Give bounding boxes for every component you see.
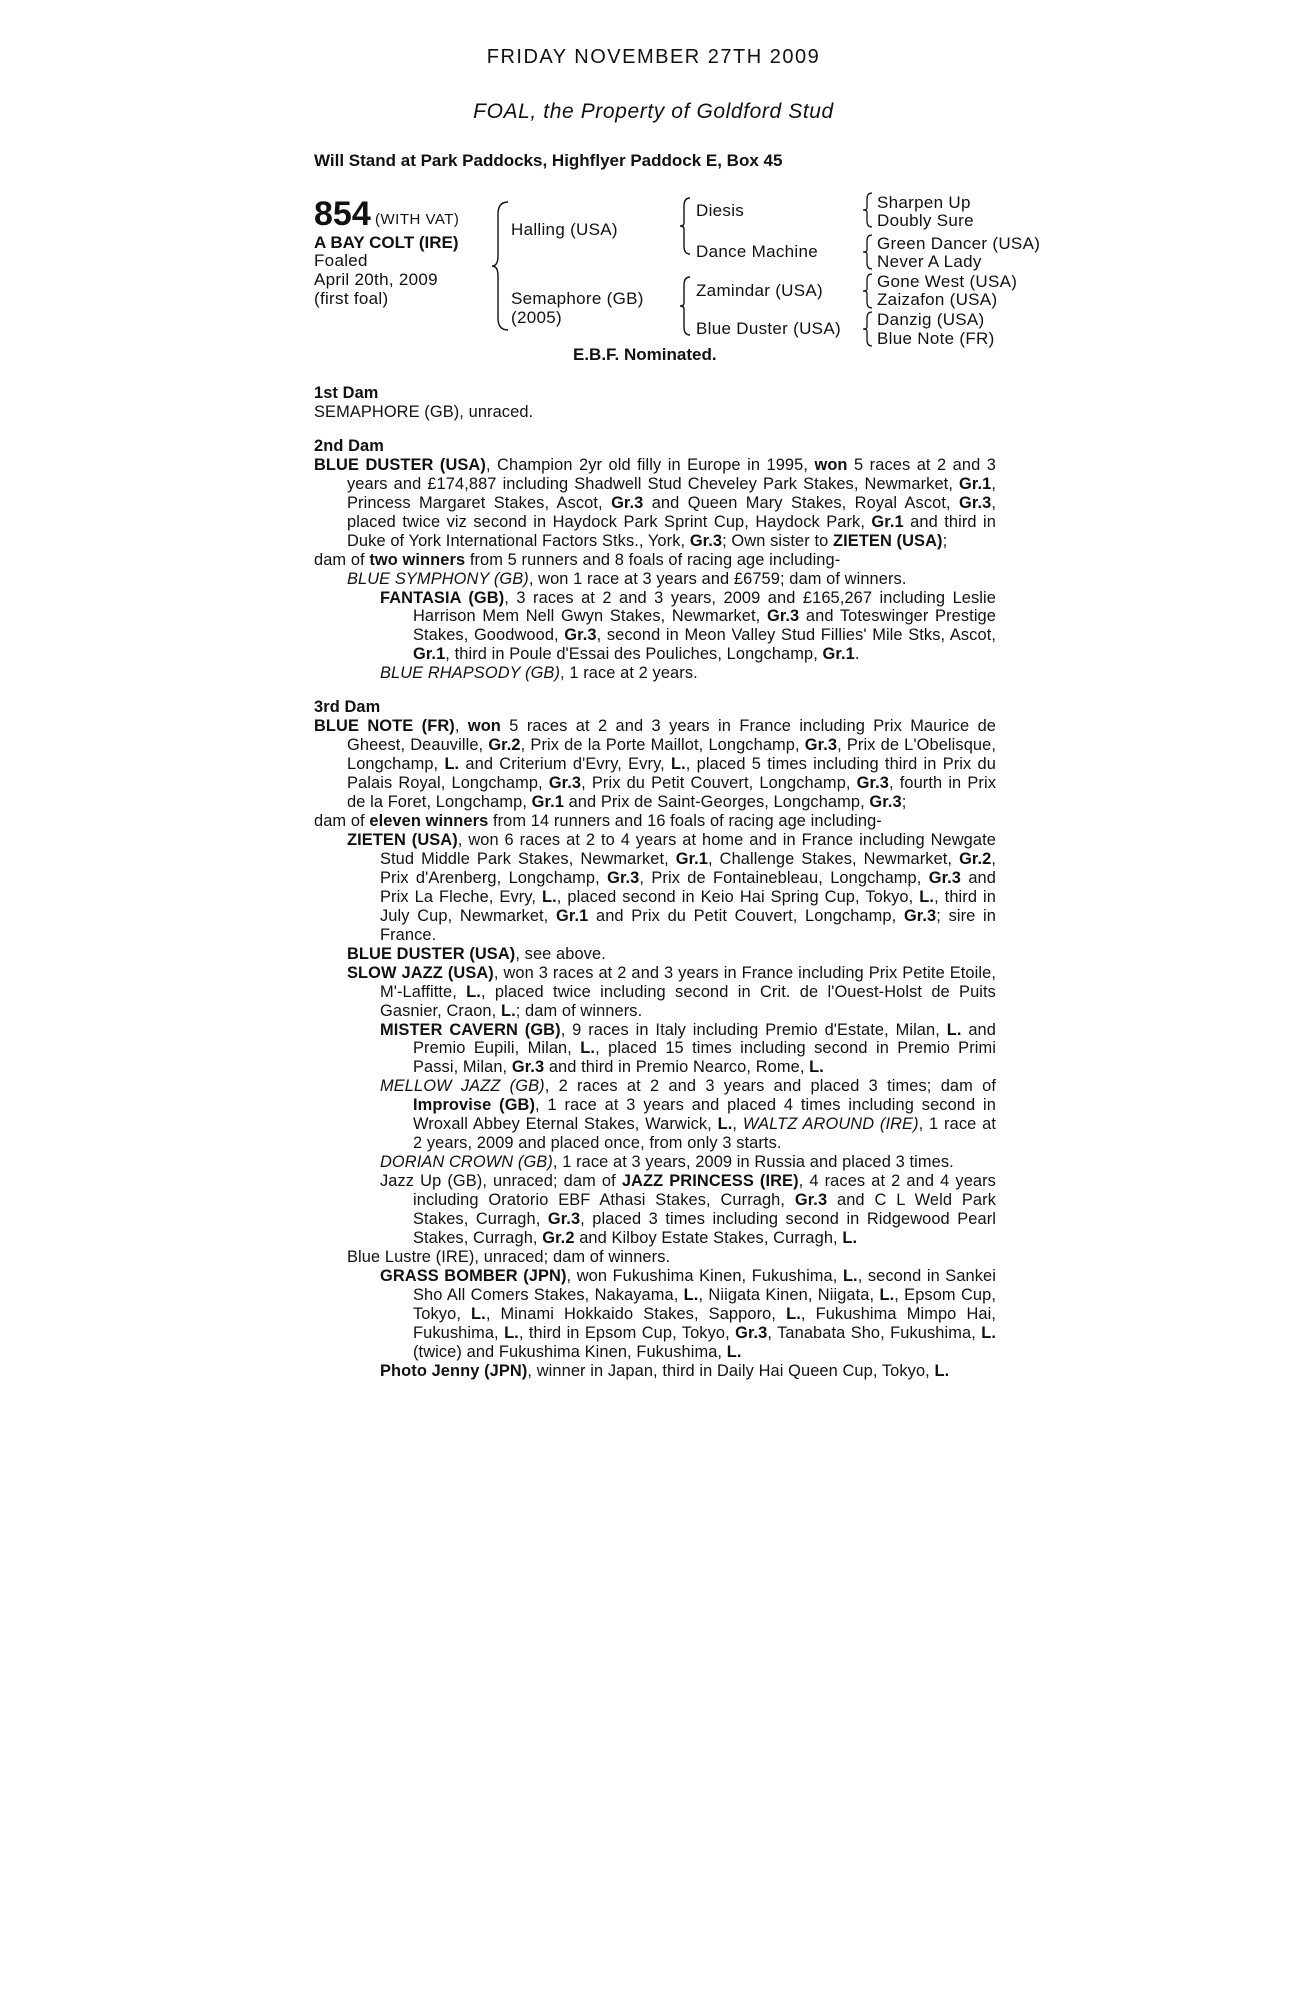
sale-date: FRIDAY NOVEMBER 27TH 2009 <box>486 46 821 68</box>
foaled-label: Foaled <box>314 251 368 270</box>
pedigree-sire: Halling (USA) <box>511 220 618 239</box>
pedigree-g6: Zaizafon (USA) <box>877 290 998 309</box>
second-dam-produce-line: dam of two winners from 5 runners and 8 foals of racing age including- <box>314 550 841 569</box>
pedigree-dam-dam: Blue Duster (USA) <box>696 319 841 338</box>
produce-blue-lustre: Blue Lustre (IRE), unraced; dam of winners. <box>347 1247 671 1266</box>
pedigree-dam-year: (2005) <box>511 308 562 327</box>
pedigree-g5: Gone West (USA) <box>877 272 1018 291</box>
produce-mister-cavern: MISTER CAVERN (GB), 9 races in Italy including Premio d'Estate, Milan, L. and Premio Eupili, Milan, L., placed 15 times including second in Premio Primi Passi, Milan, Gr.3 and third in Premio Nearco, Rome, L. <box>380 1020 996 1077</box>
foal-note: (first foal) <box>314 289 389 308</box>
pedigree-bracket-g2 <box>861 233 875 271</box>
pedigree-g2: Doubly Sure <box>877 211 974 230</box>
second-dam-title: 2nd Dam <box>314 436 384 455</box>
pedigree-notes <box>314 384 996 1381</box>
produce-jazz-up: Jazz Up (GB), unraced; dam of JAZZ PRINCESS (IRE), 4 races at 2 and 4 years including Oratorio EBF Athasi Stakes, Curragh, Gr.3 and C L Weld Park Stakes, Curragh, Gr.3, placed 3 times including second in Ridgewood Pearl Stakes, Curragh, Gr.2 and Kilboy Estate Stakes, Curragh, L. <box>380 1172 997 1247</box>
lot-number: 854 <box>314 195 371 233</box>
ebf-nominated: E.B.F. Nominated. <box>573 345 717 364</box>
pedigree-g4: Never A Lady <box>877 252 982 271</box>
pedigree-sire-sire: Diesis <box>696 201 745 220</box>
produce-grass-bomber: GRASS BOMBER (JPN), won Fukushima Kinen, Fukushima, L., second in Sankei Sho All Comers Stakes, Nakayama, L., Niigata Kinen, Niigata, L., Epsom Cup, Tokyo, L., Minami Hokkaido Stakes, Sapporo, L., Fukushima Mimpo Hai, Fukushima, L., third in Epsom Cup, Tokyo, Gr.3, Tanabata Sho, Fukushima, L. (twice) and Fukushima Kinen, Fukushima, L. <box>380 1266 997 1361</box>
third-dam-title: 3rd Dam <box>314 698 381 717</box>
pedigree-g7: Danzig (USA) <box>877 310 985 329</box>
produce-fantasia: FANTASIA (GB), 3 races at 2 and 3 years, 2009 and £165,267 including Leslie Harrison Mem Nell Gwyn Stakes, Newmarket, Gr.3 and Toteswinger Prestige Stakes, Goodwood, Gr.3, second in Meon Valley Stud Fillies' Mile Stks, Ascot, Gr.1, third in Poule d'Essai des Pouliches, Longchamp, Gr.1. <box>380 588 997 664</box>
stand-location: Will Stand at Park Paddocks, Highflyer Paddock E, Box 45 <box>314 151 783 170</box>
pedigree-bracket-g3 <box>861 272 875 310</box>
property-line: FOAL, the Property of Goldford Stud <box>473 100 834 123</box>
pedigree-bracket-sire <box>678 196 694 256</box>
pedigree-g8: Blue Note (FR) <box>877 329 995 348</box>
produce-slow-jazz: SLOW JAZZ (USA), won 3 races at 2 and 3 years in France including Prix Petite Etoile, M'-Laffitte, L., placed twice including second in Crit. de l'Ouest-Holst de Puits Gasnier, Craon, L.; dam of winners. <box>347 963 996 1020</box>
produce-mellow-jazz: MELLOW JAZZ (GB), 2 races at 2 and 3 years and placed 3 times; dam of Improvise (GB), 1 race at 3 years and placed 4 times including second in Wroxall Abbey Eternal Stakes, Warwick, L., WALTZ AROUND (IRE), 1 race at 2 years, 2009 and placed once, from only 3 starts. <box>380 1077 997 1153</box>
pedigree-dam-sire: Zamindar (USA) <box>696 281 824 300</box>
pedigree-g3: Green Dancer (USA) <box>877 234 1041 253</box>
produce-zieten: ZIETEN (USA), won 6 races at 2 to 4 years at home and in France including Newgate Stud Middle Park Stakes, Newmarket, Gr.1, Challenge Stakes, Newmarket, Gr.2, Prix d'Arenberg, Longchamp, Gr.3, Prix de Fontainebleau, Longchamp, Gr.3 and Prix La Fleche, Evry, L., placed second in Keio Hai Spring Cup, Tokyo, L., third in July Cup, Newmarket, Gr.1 and Prix du Petit Couvert, Longchamp, Gr.3; sire in France. <box>347 830 997 944</box>
lot-name: A BAY COLT (IRE) <box>314 233 459 252</box>
pedigree-dam: Semaphore (GB) <box>511 289 644 308</box>
produce-blue-duster: BLUE DUSTER (USA), see above. <box>347 944 606 963</box>
foaled-date: April 20th, 2009 <box>314 270 438 289</box>
pedigree-sire-dam: Dance Machine <box>696 242 819 261</box>
pedigree-g1: Sharpen Up <box>877 193 971 212</box>
pedigree-bracket-g1 <box>861 191 875 229</box>
produce-blue-symphony: BLUE SYMPHONY (GB), won 1 race at 3 years and £6759; dam of winners. <box>347 569 907 588</box>
third-dam-produce-line: dam of eleven winners from 14 runners and 16 foals of racing age including- <box>314 812 882 831</box>
produce-photo-jenny: Photo Jenny (JPN), winner in Japan, third in Daily Hai Queen Cup, Tokyo, L. <box>380 1361 950 1380</box>
pedigree-bracket-g4 <box>861 310 875 348</box>
produce-dorian-crown: DORIAN CROWN (GB), 1 race at 3 years, 2009 in Russia and placed 3 times. <box>380 1153 954 1172</box>
produce-blue-rhapsody: BLUE RHAPSODY (GB), 1 race at 2 years. <box>380 664 698 683</box>
first-dam-text: SEMAPHORE (GB), unraced. <box>314 402 534 421</box>
second-dam-entry: BLUE DUSTER (USA), Champion 2yr old filly in Europe in 1995, won 5 races at 2 and 3 years and £174,887 including Shadwell Stud Cheveley Park Stakes, Newmarket, Gr.1, Princess Margaret Stakes, Ascot, Gr.3 and Queen Mary Stakes, Royal Ascot, Gr.3, placed twice viz second in Haydock Park Sprint Cup, Haydock Park, Gr.1 and third in Duke of York International Factors Stks., York, Gr.3; Own sister to ZIETEN (USA); <box>314 455 996 550</box>
third-dam-entry: BLUE NOTE (FR), won 5 races at 2 and 3 years in France including Prix Maurice de Gheest, Deauville, Gr.2, Prix de la Porte Maillot, Longchamp, Gr.3, Prix de L'Obelisque, Longchamp, L. and Criterium d'Evry, Evry, L., placed 5 times including third in Prix du Palais Royal, Longchamp, Gr.3, Prix du Petit Couvert, Longchamp, Gr.3, fourth in Prix de la Foret, Longchamp, Gr.1 and Prix de Saint-Georges, Longchamp, Gr.3; <box>314 717 997 812</box>
vat-note: (WITH VAT) <box>375 211 460 228</box>
pedigree-bracket-dam <box>678 275 694 337</box>
first-dam-title: 1st Dam <box>314 384 379 402</box>
